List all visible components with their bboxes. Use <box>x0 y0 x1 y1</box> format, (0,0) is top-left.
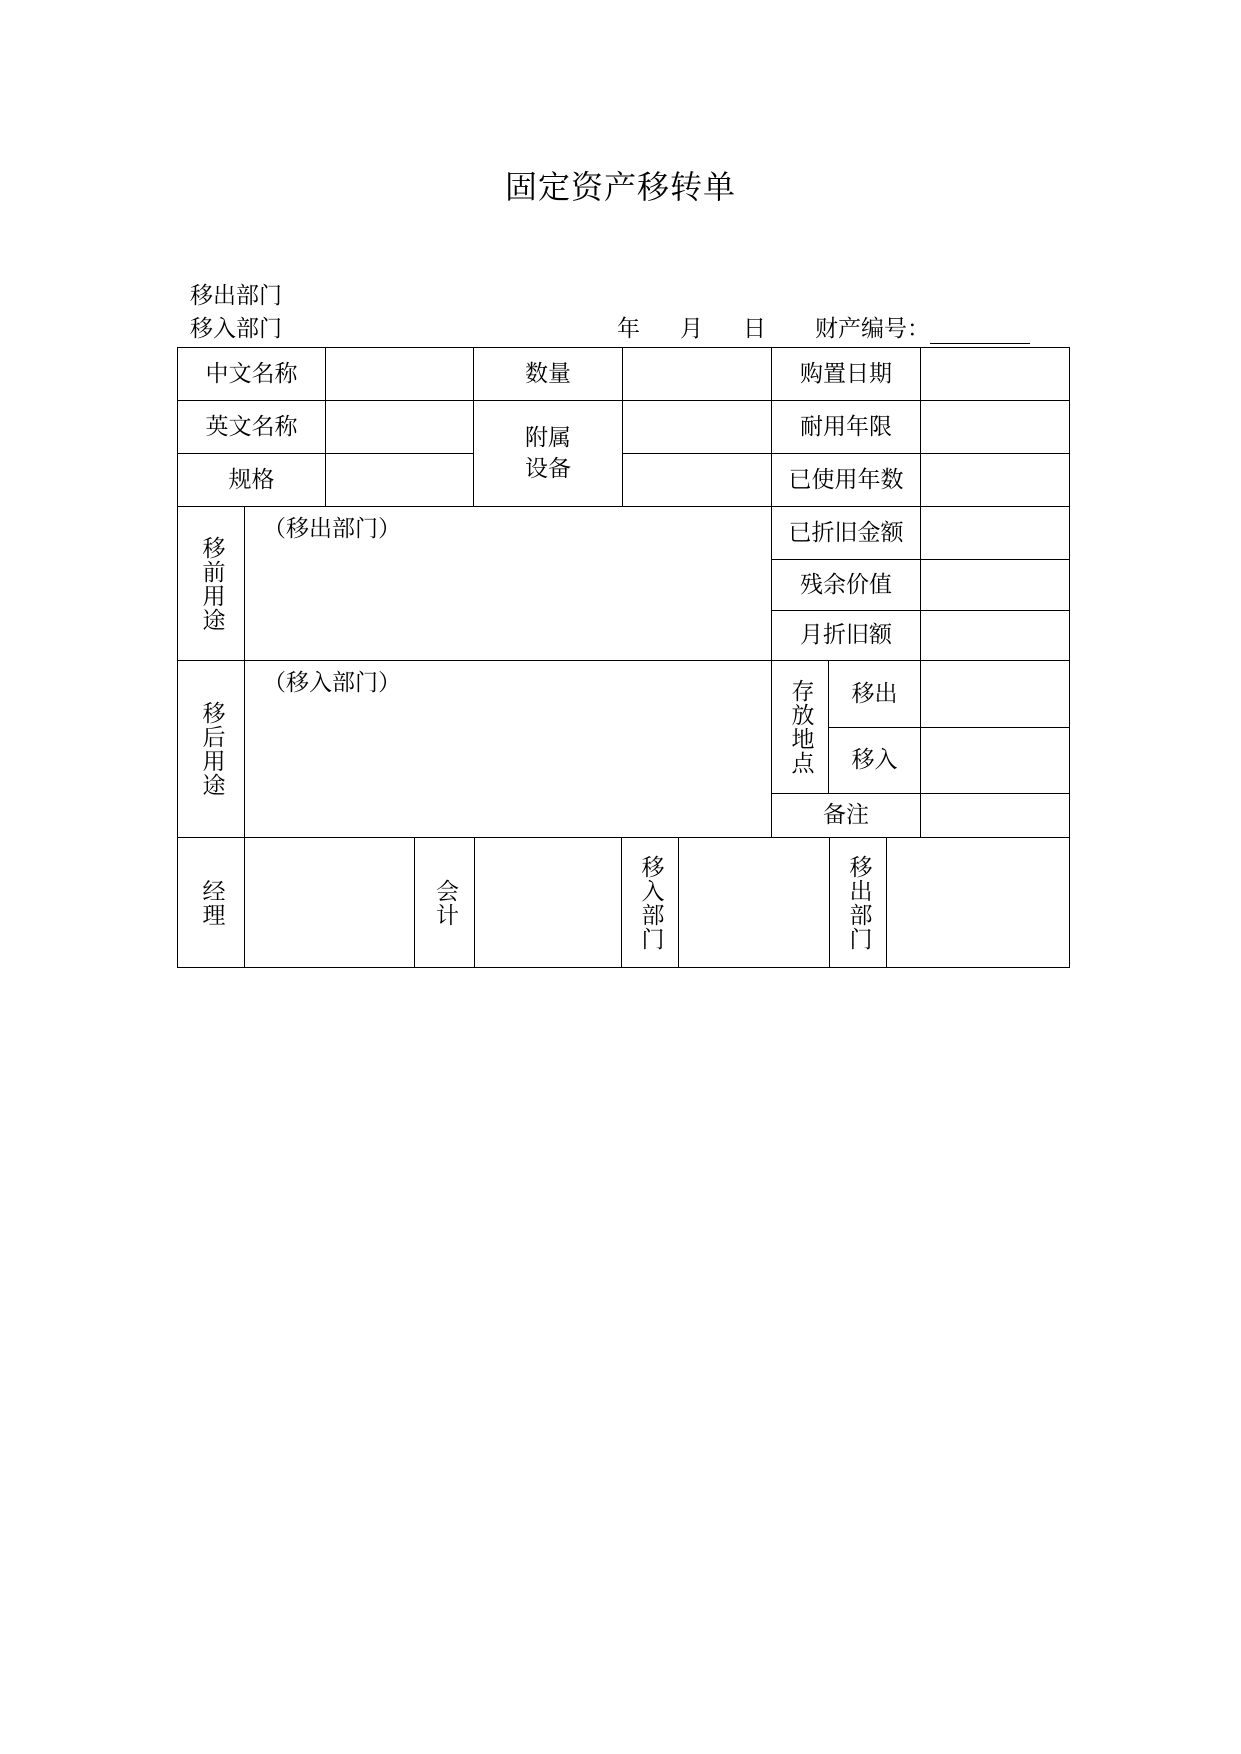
en-name-label: 英文名称 <box>177 400 326 454</box>
accounting-text: 会计 <box>432 878 458 927</box>
manager-signature[interactable] <box>244 837 415 968</box>
life-years-label: 耐用年限 <box>771 400 921 454</box>
storage-out-label: 移出 <box>828 660 921 728</box>
before-use-note: （移出部门） <box>263 516 401 542</box>
date-year-label: 年 <box>617 316 640 342</box>
quantity-label: 数量 <box>473 347 623 401</box>
out-dept-sign-label <box>829 837 887 968</box>
after-use-note: （移入部门） <box>263 670 401 696</box>
in-dept-signature[interactable] <box>678 837 830 968</box>
out-dept-sign-text: 移出部门 <box>845 854 872 951</box>
asset-number-label: 财产编号： <box>815 316 930 342</box>
page-title: 固定资产移转单 <box>504 168 736 206</box>
in-dept-label: 移入部门 <box>190 316 282 342</box>
cn-name-label: 中文名称 <box>177 347 326 401</box>
attached-equipment-label <box>473 400 623 507</box>
after-use-text: 移后用途 <box>198 701 225 797</box>
life-years-value[interactable] <box>920 400 1070 454</box>
cn-name-value[interactable] <box>325 347 474 401</box>
remarks-label: 备注 <box>771 793 921 838</box>
before-use-text: 移前用途 <box>198 535 225 632</box>
used-years-label: 已使用年数 <box>771 453 921 507</box>
manager-label <box>177 837 245 968</box>
in-dept-sign-text: 移入部门 <box>637 854 664 951</box>
depreciated-label: 已折旧金额 <box>771 506 921 560</box>
residual-label: 残余价值 <box>771 559 921 611</box>
accounting-label <box>414 837 475 968</box>
purchase-date-label: 购置日期 <box>771 347 921 401</box>
spec-label: 规格 <box>177 453 326 507</box>
spec-value[interactable] <box>325 453 474 507</box>
manager-text: 经理 <box>198 878 225 927</box>
monthly-dep-value[interactable] <box>920 610 1070 661</box>
quantity-value[interactable] <box>622 347 772 401</box>
storage-in-label: 移入 <box>828 727 921 794</box>
date-day-label: 日 <box>743 316 766 342</box>
before-use-label <box>177 506 245 661</box>
attached-equipment-value-2[interactable] <box>622 453 772 507</box>
after-use-label <box>177 660 245 838</box>
storage-out-value[interactable] <box>920 660 1070 728</box>
asset-number-field[interactable] <box>815 314 1030 344</box>
after-use-value[interactable] <box>244 660 772 838</box>
attached-equipment-value-1[interactable] <box>622 400 772 454</box>
depreciated-value[interactable] <box>920 506 1070 560</box>
storage-location-label <box>771 660 829 794</box>
remarks-value[interactable] <box>920 793 1070 838</box>
en-name-value[interactable] <box>325 400 474 454</box>
date-month-label: 月 <box>680 316 703 342</box>
in-dept-sign-label <box>621 837 679 968</box>
attached-equipment-text: 附属设备 <box>525 424 571 482</box>
storage-location-text: 存放地点 <box>787 679 814 775</box>
purchase-date-value[interactable] <box>920 347 1070 401</box>
accounting-signature[interactable] <box>474 837 622 968</box>
out-dept-label: 移出部门 <box>190 283 282 309</box>
used-years-value[interactable] <box>920 453 1070 507</box>
storage-in-value[interactable] <box>920 727 1070 794</box>
asset-number-blank[interactable] <box>930 319 1030 344</box>
monthly-dep-label: 月折旧额 <box>771 610 921 661</box>
before-use-value[interactable] <box>244 506 772 661</box>
out-dept-signature[interactable] <box>886 837 1070 968</box>
residual-value[interactable] <box>920 559 1070 611</box>
